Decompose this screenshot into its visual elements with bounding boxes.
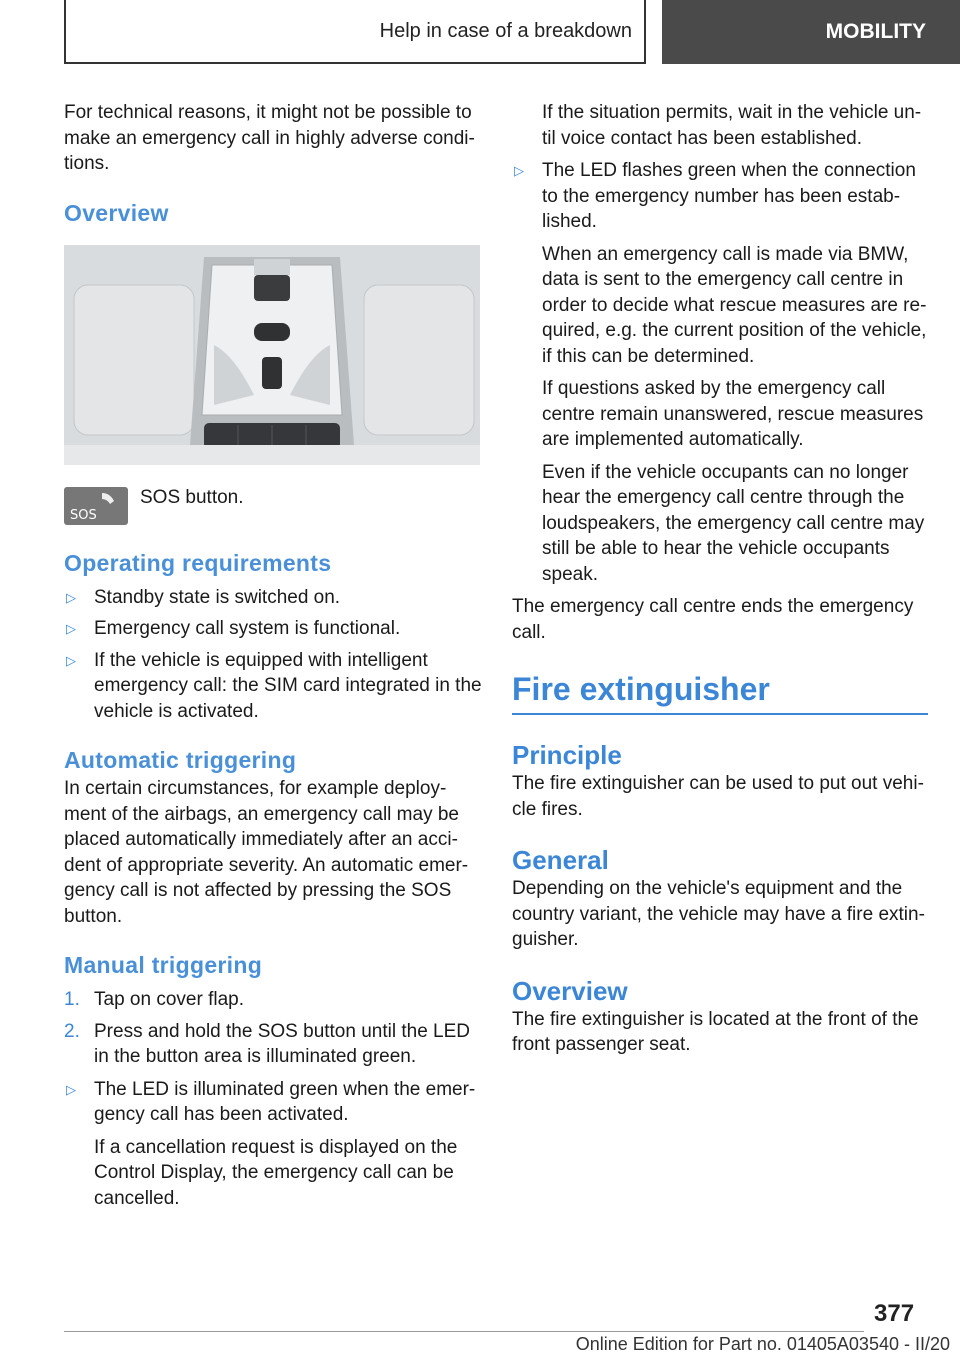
principle-text: The fire extinguisher can be used to put out vehi-cle fires. xyxy=(512,773,924,820)
list-item: ▷ If the vehicle is equipped with intelligent emergency call: the SIM card integrated in the vehicle is activated. xyxy=(66,649,482,722)
manual-note: If a cancellation request is displayed on the Control Display, the emergency call can be cancelled. xyxy=(94,1136,458,1209)
list-item: ▷ The LED flashes green when the connection to the emergency number has been estab-lished. xyxy=(514,160,916,232)
triangle-bullet-icon: ▷ xyxy=(66,652,76,668)
phone-icon xyxy=(64,487,128,525)
fire-extinguisher-heading: Fire extinguisher xyxy=(512,671,770,707)
automatic-triggering-text: In certain circumstances, for example deploy-ment of the airbags, an emergency call may be placed automatically immediately after an acci-dent of appropriate severity. An automatic emer-gency call is not affected by pressing the SOS button. xyxy=(64,778,469,927)
heading-rule xyxy=(512,713,928,715)
manual-steps-list xyxy=(64,987,482,1211)
list-item: 2. Press and hold the SOS button until the LED in the button area is illuminated green. xyxy=(64,1020,471,1067)
questions-paragraph: If questions asked by the emergency call centre remain unanswered, rescue measures are implemented automatically. xyxy=(542,378,924,450)
wait-paragraph: If the situation permits, wait in the vehicle un-til voice contact has been established. xyxy=(542,102,922,149)
chapter-title: MOBILITY xyxy=(825,20,926,43)
overhead-console-photo xyxy=(64,245,480,465)
sos-button-icon xyxy=(64,487,128,525)
operating-requirements-heading: Operating requirements xyxy=(64,549,332,576)
right-column xyxy=(512,100,930,1058)
header-chapter-tab xyxy=(662,0,960,64)
step-number: 2. xyxy=(64,1020,80,1042)
page-number: 377 xyxy=(874,1300,915,1327)
step-number: 1. xyxy=(64,989,80,1010)
principle-heading: Principle xyxy=(512,740,622,770)
automatic-triggering-heading: Automatic triggering xyxy=(64,747,297,773)
svg-text:SOS: SOS xyxy=(70,507,97,523)
general-heading: General xyxy=(512,845,609,875)
fire-overview-text: The fire extinguisher is located at the front of the front passenger seat. xyxy=(512,1008,919,1055)
left-column xyxy=(64,100,482,1211)
list-item: 1. Tap on cover flap. xyxy=(64,987,482,1013)
intro-paragraph: For technical reasons, it might not be possible to make an emergency call in highly adverse condi-tions. xyxy=(64,102,475,174)
fire-overview-heading: Overview xyxy=(512,975,628,1006)
bmw-data-paragraph: When an emergency call is made via BMW, data is sent to the emergency call centre in order to decide what rescue measures are re-quired, e.g. the current position of the vehicle, if this can be determined. xyxy=(542,243,927,367)
list-item: ▷ The LED is illuminated green when the emer-gency call has been activated. xyxy=(66,1078,476,1125)
sos-caption: SOS button. xyxy=(140,486,244,508)
footer-rule xyxy=(64,1331,864,1332)
triangle-bullet-icon: ▷ xyxy=(66,621,76,636)
triangle-bullet-icon: ▷ xyxy=(66,1081,76,1097)
section-title: Help in case of a breakdown xyxy=(379,19,632,42)
operating-requirements-list xyxy=(64,585,482,725)
overhead-console-illustration xyxy=(64,245,480,465)
header-section-title xyxy=(64,0,646,64)
list-item: ▷ Emergency call system is functional. xyxy=(64,616,482,642)
general-text: Depending on the vehicle's equipment and the country variant, the vehicle may have a fire extin-guisher. xyxy=(512,878,925,950)
overview-heading: Overview xyxy=(64,199,169,226)
list-item: ▷ Standby state is switched on. xyxy=(64,585,482,611)
manual-triggering-heading: Manual triggering xyxy=(64,952,263,978)
edition-note: Online Edition for Part no. 01405A03540 - II/20 xyxy=(575,1334,950,1354)
call-ends-paragraph: The emergency call centre ends the emergency call. xyxy=(512,596,914,643)
triangle-bullet-icon: ▷ xyxy=(66,589,76,605)
sos-legend xyxy=(64,485,482,549)
occupants-paragraph: Even if the vehicle occupants can no longer hear the emergency call centre through the loudspeakers, the emergency call centre may still be able to hear the vehicle occupants speak. xyxy=(542,461,925,585)
triangle-bullet-icon: ▷ xyxy=(514,163,524,178)
